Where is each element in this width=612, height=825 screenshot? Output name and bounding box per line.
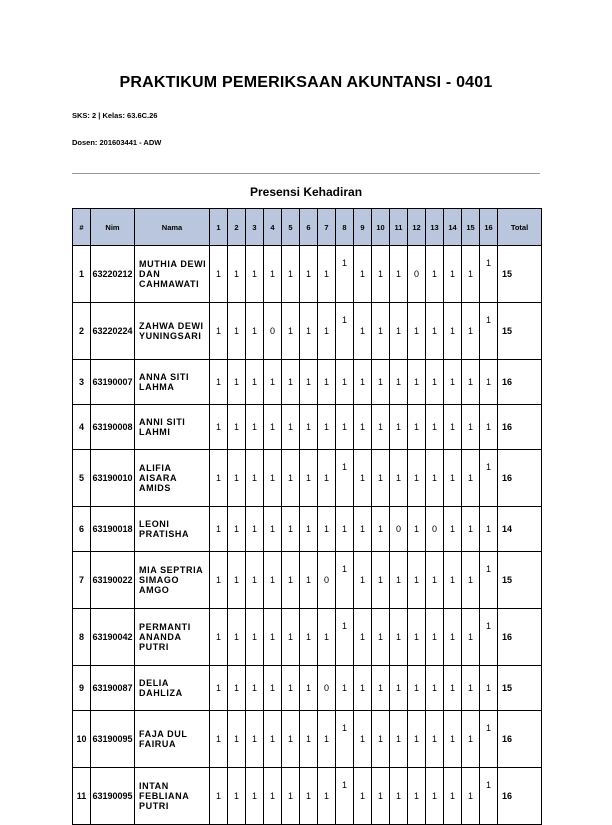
attendance-cell: 1: [408, 303, 426, 360]
attendance-cell: 1: [480, 360, 498, 405]
attendance-cell: 1: [336, 609, 354, 666]
attendance-cell: 1: [444, 711, 462, 768]
attendance-cell: 1: [246, 303, 264, 360]
attendance-cell: 1: [444, 552, 462, 609]
attendance-cell: 1: [426, 450, 444, 507]
attendance-cell: 1: [372, 405, 390, 450]
attendance-cell: 1: [264, 507, 282, 552]
attendance-cell: 1: [408, 768, 426, 825]
attendance-cell: 1: [282, 711, 300, 768]
attendance-cell: 1: [318, 360, 336, 405]
student-id: 63220224: [91, 303, 135, 360]
course-info: SKS: 2 | Kelas: 63.6C.26: [72, 111, 158, 120]
attendance-cell: 1: [300, 768, 318, 825]
student-id: 63190042: [91, 609, 135, 666]
student-name-line: SIMAGO AMGO: [139, 575, 180, 595]
attendance-cell: 1: [480, 405, 498, 450]
attendance-cell: 1: [300, 246, 318, 303]
table-row: [73, 609, 542, 666]
attendance-cell: 1: [354, 405, 372, 450]
column-header: 16: [480, 209, 498, 246]
student-name: [135, 609, 210, 666]
row-number: 1: [73, 246, 91, 303]
attendance-cell: 1: [228, 303, 246, 360]
attendance-cell: 1: [426, 552, 444, 609]
attendance-cell: 1: [444, 246, 462, 303]
student-id: 63190095: [91, 711, 135, 768]
attendance-total: 14: [498, 507, 542, 552]
student-id: 63190095: [91, 768, 135, 825]
attendance-cell: 1: [408, 666, 426, 711]
student-name: [135, 711, 210, 768]
column-header: 13: [426, 209, 444, 246]
student-name: [135, 360, 210, 405]
attendance-cell: 1: [354, 768, 372, 825]
attendance-cell: 1: [318, 711, 336, 768]
column-header: 6: [300, 209, 318, 246]
student-name-line: DAN CAHMAWATI: [139, 269, 200, 289]
attendance-cell: 1: [210, 711, 228, 768]
column-header: 10: [372, 209, 390, 246]
attendance-cell: 1: [480, 666, 498, 711]
column-header: #: [73, 209, 91, 246]
attendance-cell: 1: [462, 360, 480, 405]
student-name-line: MUTHIA DEWI: [139, 259, 207, 269]
attendance-cell: 1: [444, 450, 462, 507]
attendance-cell: 1: [300, 507, 318, 552]
attendance-cell: 1: [354, 609, 372, 666]
attendance-cell: 1: [444, 507, 462, 552]
attendance-cell: 1: [480, 711, 498, 768]
student-name: [135, 303, 210, 360]
attendance-cell: 1: [336, 768, 354, 825]
row-number: 3: [73, 360, 91, 405]
student-id: 63190018: [91, 507, 135, 552]
student-id: 63190022: [91, 552, 135, 609]
attendance-cell: 1: [390, 450, 408, 507]
attendance-cell: 1: [354, 450, 372, 507]
table-row: [73, 360, 542, 405]
student-name-line: PERMANTI: [139, 622, 191, 632]
divider: [72, 173, 540, 174]
attendance-cell: 1: [444, 666, 462, 711]
attendance-cell: 1: [426, 609, 444, 666]
attendance-cell: 1: [336, 507, 354, 552]
student-id: 63190008: [91, 405, 135, 450]
attendance-cell: 1: [462, 666, 480, 711]
attendance-cell: 1: [444, 405, 462, 450]
attendance-cell: 1: [228, 360, 246, 405]
attendance-cell: 1: [354, 360, 372, 405]
attendance-cell: 1: [300, 711, 318, 768]
attendance-cell: 0: [318, 666, 336, 711]
student-id: 63190010: [91, 450, 135, 507]
attendance-cell: 1: [318, 246, 336, 303]
attendance-cell: 0: [264, 303, 282, 360]
student-id: 63220212: [91, 246, 135, 303]
student-name-line: FAJA DUL: [139, 729, 188, 739]
attendance-cell: 1: [246, 711, 264, 768]
attendance-cell: 1: [264, 711, 282, 768]
student-name-line: ANANDA PUTRI: [139, 632, 182, 652]
attendance-cell: 1: [390, 609, 408, 666]
attendance-cell: 1: [282, 405, 300, 450]
attendance-cell: 1: [246, 768, 264, 825]
column-header: Total: [498, 209, 542, 246]
attendance-total: 16: [498, 609, 542, 666]
table-row: [73, 246, 542, 303]
attendance-cell: 1: [426, 768, 444, 825]
student-name-line: DELIA DAHLIZA: [139, 678, 183, 698]
attendance-cell: 1: [282, 360, 300, 405]
attendance-cell: 1: [246, 246, 264, 303]
attendance-cell: 1: [228, 246, 246, 303]
attendance-cell: 0: [318, 552, 336, 609]
attendance-cell: 1: [228, 768, 246, 825]
row-number: 2: [73, 303, 91, 360]
attendance-cell: 1: [318, 450, 336, 507]
column-header: 2: [228, 209, 246, 246]
attendance-cell: 1: [462, 552, 480, 609]
attendance-cell: 1: [264, 552, 282, 609]
attendance-cell: 1: [426, 405, 444, 450]
attendance-cell: 1: [282, 666, 300, 711]
attendance-cell: 1: [390, 303, 408, 360]
student-name-line: LEONI PRATISHA: [139, 519, 190, 539]
column-header: 5: [282, 209, 300, 246]
attendance-cell: 1: [426, 666, 444, 711]
attendance-total: 16: [498, 768, 542, 825]
attendance-total: 16: [498, 450, 542, 507]
attendance-cell: 1: [246, 609, 264, 666]
attendance-cell: 1: [264, 666, 282, 711]
attendance-cell: 1: [228, 552, 246, 609]
attendance-cell: 1: [408, 552, 426, 609]
attendance-cell: 1: [462, 768, 480, 825]
attendance-cell: 1: [390, 552, 408, 609]
attendance-cell: 1: [264, 246, 282, 303]
attendance-cell: 1: [282, 768, 300, 825]
attendance-cell: 1: [372, 507, 390, 552]
attendance-cell: 1: [210, 666, 228, 711]
attendance-cell: 1: [462, 609, 480, 666]
attendance-cell: 1: [336, 360, 354, 405]
row-number: 5: [73, 450, 91, 507]
attendance-cell: 1: [462, 303, 480, 360]
attendance-cell: 1: [246, 507, 264, 552]
attendance-cell: 1: [390, 666, 408, 711]
student-name-line: AMIDS: [139, 483, 171, 493]
student-id: 63190087: [91, 666, 135, 711]
column-header: Nama: [135, 209, 210, 246]
attendance-cell: 1: [228, 405, 246, 450]
attendance-cell: 1: [210, 450, 228, 507]
attendance-cell: 1: [372, 768, 390, 825]
attendance-cell: 1: [318, 507, 336, 552]
student-name: [135, 246, 210, 303]
section-title: Presensi Kehadiran: [249, 185, 363, 199]
attendance-cell: 1: [372, 609, 390, 666]
attendance-total: 16: [498, 405, 542, 450]
attendance-cell: 1: [210, 507, 228, 552]
attendance-cell: 1: [372, 360, 390, 405]
attendance-cell: 1: [480, 450, 498, 507]
column-header: 14: [444, 209, 462, 246]
attendance-cell: 1: [462, 450, 480, 507]
attendance-cell: 1: [390, 405, 408, 450]
lecturer-info: Dosen: 201603441 - ADW: [72, 138, 162, 147]
column-header: 8: [336, 209, 354, 246]
student-name-line: ZAHWA DEWI: [139, 321, 204, 331]
attendance-cell: 1: [390, 768, 408, 825]
attendance-cell: 1: [336, 666, 354, 711]
attendance-cell: 1: [300, 405, 318, 450]
attendance-cell: 1: [210, 246, 228, 303]
attendance-cell: 1: [318, 768, 336, 825]
table-row: [73, 450, 542, 507]
column-header: 3: [246, 209, 264, 246]
attendance-cell: 1: [444, 768, 462, 825]
attendance-cell: 1: [408, 711, 426, 768]
attendance-cell: 1: [426, 360, 444, 405]
attendance-cell: 1: [408, 360, 426, 405]
row-number: 8: [73, 609, 91, 666]
attendance-cell: 1: [228, 609, 246, 666]
attendance-cell: 1: [318, 405, 336, 450]
attendance-cell: 1: [282, 450, 300, 507]
attendance-cell: 1: [282, 507, 300, 552]
attendance-cell: 1: [444, 609, 462, 666]
attendance-cell: 1: [282, 246, 300, 303]
attendance-cell: 1: [390, 711, 408, 768]
attendance-cell: 1: [246, 360, 264, 405]
attendance-cell: 1: [300, 303, 318, 360]
table-row: [73, 507, 542, 552]
row-number: 6: [73, 507, 91, 552]
row-number: 7: [73, 552, 91, 609]
attendance-cell: 1: [354, 507, 372, 552]
column-header: 7: [318, 209, 336, 246]
table-row: [73, 768, 542, 825]
student-name-line: FAIRUA: [139, 739, 177, 749]
student-name-line: ANNI SITI LAHMI: [139, 417, 186, 437]
attendance-cell: 1: [444, 360, 462, 405]
attendance-cell: 0: [390, 507, 408, 552]
row-number: 4: [73, 405, 91, 450]
row-number: 9: [73, 666, 91, 711]
student-id: 63190007: [91, 360, 135, 405]
attendance-cell: 1: [444, 303, 462, 360]
attendance-cell: 1: [462, 507, 480, 552]
attendance-cell: 1: [354, 552, 372, 609]
attendance-cell: 1: [480, 303, 498, 360]
attendance-cell: 1: [300, 360, 318, 405]
attendance-cell: 1: [390, 360, 408, 405]
attendance-cell: 1: [264, 768, 282, 825]
page-title: PRAKTIKUM PEMERIKSAAN AKUNTANSI - 0401: [119, 74, 493, 91]
attendance-cell: 1: [408, 507, 426, 552]
attendance-cell: 1: [336, 711, 354, 768]
column-header: 4: [264, 209, 282, 246]
attendance-cell: 1: [408, 609, 426, 666]
attendance-cell: 1: [210, 360, 228, 405]
attendance-cell: 1: [354, 711, 372, 768]
table-row: [73, 405, 542, 450]
column-header: 1: [210, 209, 228, 246]
attendance-cell: 1: [246, 405, 264, 450]
attendance-cell: 1: [318, 609, 336, 666]
student-name-line: INTAN FEBLIANA: [139, 781, 190, 801]
attendance-cell: 1: [246, 450, 264, 507]
attendance-cell: 1: [264, 450, 282, 507]
attendance-table: [72, 208, 542, 825]
attendance-cell: 1: [354, 303, 372, 360]
attendance-cell: 1: [372, 303, 390, 360]
column-header: 12: [408, 209, 426, 246]
attendance-cell: 1: [372, 450, 390, 507]
student-name: [135, 768, 210, 825]
attendance-cell: 1: [318, 303, 336, 360]
table-row: [73, 711, 542, 768]
attendance-cell: 1: [210, 768, 228, 825]
attendance-cell: 1: [354, 246, 372, 303]
attendance-cell: 1: [264, 360, 282, 405]
attendance-total: 15: [498, 246, 542, 303]
attendance-cell: 0: [426, 507, 444, 552]
attendance-cell: 0: [408, 246, 426, 303]
attendance-cell: 1: [210, 552, 228, 609]
attendance-cell: 1: [210, 609, 228, 666]
attendance-cell: 1: [480, 552, 498, 609]
attendance-cell: 1: [282, 552, 300, 609]
student-name: [135, 552, 210, 609]
attendance-cell: 1: [336, 552, 354, 609]
attendance-cell: 1: [336, 246, 354, 303]
attendance-cell: 1: [408, 405, 426, 450]
table-row: [73, 666, 542, 711]
attendance-cell: 1: [210, 303, 228, 360]
attendance-cell: 1: [264, 609, 282, 666]
attendance-cell: 1: [426, 303, 444, 360]
student-name: [135, 405, 210, 450]
student-name-line: PUTRI: [139, 801, 169, 811]
attendance-total: 16: [498, 711, 542, 768]
student-name-line: YUNINGSARI: [139, 331, 202, 341]
attendance-cell: 1: [246, 666, 264, 711]
row-number: 11: [73, 768, 91, 825]
attendance-cell: 1: [264, 405, 282, 450]
attendance-cell: 1: [354, 666, 372, 711]
attendance-cell: 1: [336, 450, 354, 507]
attendance-cell: 1: [228, 507, 246, 552]
student-name: [135, 507, 210, 552]
attendance-cell: 1: [300, 666, 318, 711]
attendance-cell: 1: [462, 246, 480, 303]
attendance-cell: 1: [246, 552, 264, 609]
attendance-cell: 1: [228, 711, 246, 768]
student-name-line: MIA SEPTRIA: [139, 565, 204, 575]
student-name-line: ALIFIA AISARA: [139, 463, 178, 483]
attendance-cell: 1: [480, 768, 498, 825]
column-header: 9: [354, 209, 372, 246]
attendance-total: 16: [498, 360, 542, 405]
table-row: [73, 552, 542, 609]
attendance-cell: 1: [480, 246, 498, 303]
table-row: [73, 303, 542, 360]
student-name: [135, 666, 210, 711]
attendance-cell: 1: [336, 303, 354, 360]
table-header-row: [73, 209, 542, 246]
attendance-cell: 1: [300, 450, 318, 507]
attendance-cell: 1: [210, 405, 228, 450]
attendance-cell: 1: [300, 552, 318, 609]
attendance-cell: 1: [426, 711, 444, 768]
student-name: [135, 450, 210, 507]
attendance-cell: 1: [282, 303, 300, 360]
attendance-cell: 1: [300, 609, 318, 666]
column-header: 11: [390, 209, 408, 246]
attendance-total: 15: [498, 552, 542, 609]
attendance-cell: 1: [282, 609, 300, 666]
attendance-cell: 1: [480, 507, 498, 552]
attendance-cell: 1: [372, 711, 390, 768]
attendance-cell: 1: [462, 405, 480, 450]
attendance-total: 15: [498, 666, 542, 711]
student-name-line: ANNA SITI LAHMA: [139, 372, 190, 392]
attendance-cell: 1: [336, 405, 354, 450]
attendance-cell: 1: [408, 450, 426, 507]
row-number: 10: [73, 711, 91, 768]
attendance-cell: 1: [228, 666, 246, 711]
attendance-cell: 1: [462, 711, 480, 768]
attendance-cell: 1: [372, 552, 390, 609]
attendance-cell: 1: [426, 246, 444, 303]
column-header: Nim: [91, 209, 135, 246]
column-header: 15: [462, 209, 480, 246]
attendance-cell: 1: [372, 246, 390, 303]
attendance-cell: 1: [372, 666, 390, 711]
attendance-cell: 1: [228, 450, 246, 507]
attendance-cell: 1: [390, 246, 408, 303]
attendance-total: 15: [498, 303, 542, 360]
attendance-cell: 1: [480, 609, 498, 666]
